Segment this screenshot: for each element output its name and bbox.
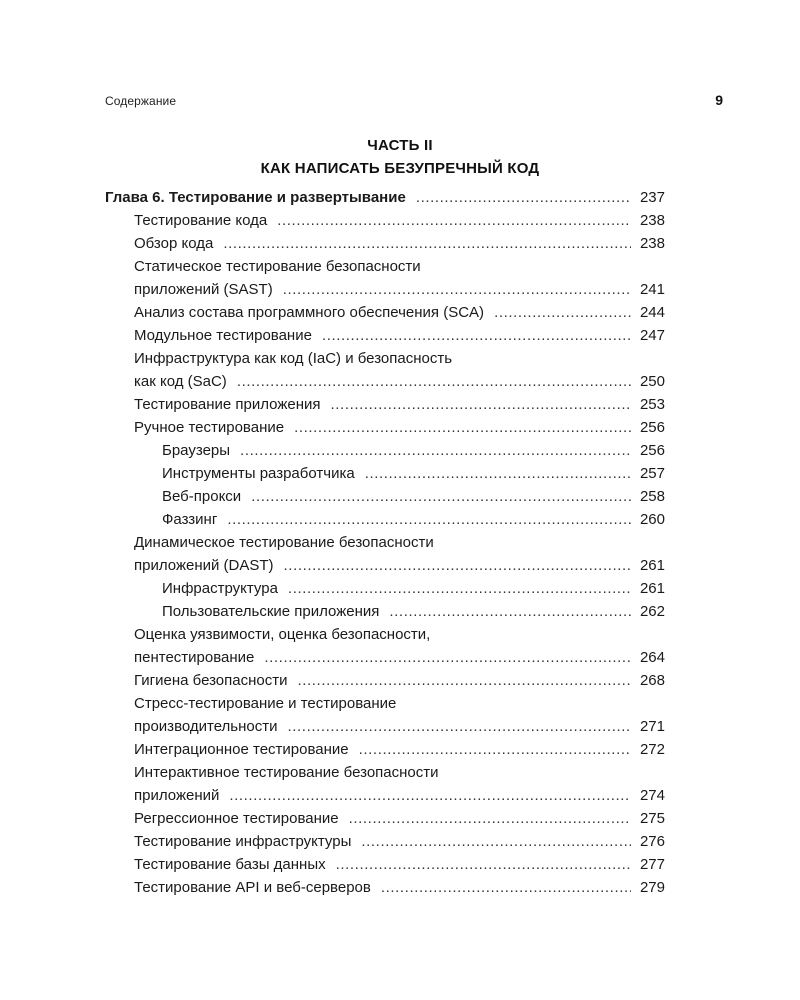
dot-leader [277,209,631,232]
toc-entry-continuation-row[interactable] [105,715,665,738]
dot-leader [416,186,631,209]
toc-entry-row[interactable] [105,508,665,531]
toc-entry-page: 250 [639,373,665,390]
toc-entry-title: Пользовательские приложения [162,603,380,620]
dot-leader [322,324,631,347]
toc-entry-page: 279 [639,879,665,896]
dot-leader [283,278,631,301]
toc-entry-row[interactable] [105,347,665,370]
toc-entry-title-continuation: приложений (SAST) [134,281,273,298]
dot-leader [251,485,631,508]
part-title: КАК НАПИСАТЬ БЕЗУПРЕЧНЫЙ КОД [260,160,540,177]
toc-entry-title: Тестирование приложения [134,396,321,413]
toc-entry-title: Регрессионное тестирование [134,810,339,827]
dot-leader [229,784,631,807]
toc-entry-continuation-row[interactable] [105,278,665,301]
toc-entry-row[interactable] [105,577,665,600]
table-of-contents [105,186,665,899]
toc-entry-title: Обзор кода [134,235,214,252]
toc-entry-page: 253 [639,396,665,413]
toc-entry-row[interactable] [105,324,665,347]
toc-entry-title: Инструменты разработчика [162,465,355,482]
dot-leader [237,370,631,393]
toc-entry-title-continuation: приложений (DAST) [134,557,274,574]
toc-entry-row[interactable] [105,232,665,255]
dot-leader [240,439,631,462]
toc-entry-row[interactable] [105,738,665,761]
toc-entry-page: 241 [639,281,665,298]
dot-leader [365,462,631,485]
toc-entry-page: 276 [639,833,665,850]
toc-entry-continuation-row[interactable] [105,554,665,577]
toc-entry-page: 274 [639,787,665,804]
running-title: Содержание [105,94,177,108]
toc-entry-page: 277 [639,856,665,873]
toc-entry-title: Динамическое тестирование безопасности [134,534,434,551]
dot-leader [227,508,631,531]
toc-entry-title: Инфраструктура как код (IaC) и безопасность [134,350,453,367]
dot-leader [264,646,631,669]
toc-entry-row[interactable] [105,301,665,324]
toc-entry-page: 261 [639,580,665,597]
toc-entry-row[interactable] [105,830,665,853]
toc-entry-title-continuation: производительности [134,718,278,735]
toc-entry-title: Тестирование кода [134,212,268,229]
toc-entry-row[interactable] [105,416,665,439]
toc-entry-title: Интеграционное тестирование [134,741,349,758]
toc-entry-row[interactable] [105,531,665,554]
toc-entry-title: Интерактивное тестирование безопасности [134,764,439,781]
toc-entry-page: 262 [639,603,665,620]
toc-entry-page: 256 [639,419,665,436]
dot-leader [294,416,631,439]
toc-entry-title-continuation: приложений [134,787,220,804]
toc-entry-row[interactable] [105,439,665,462]
toc-entry-continuation-row[interactable] [105,646,665,669]
toc-entry-title: Тестирование базы данных [134,856,326,873]
toc-chapter-page: 237 [639,189,665,206]
toc-entry-row[interactable] [105,623,665,646]
toc-entry-page: 268 [639,672,665,689]
dot-leader [223,232,631,255]
toc-entry-page: 238 [639,235,665,252]
toc-entry-page: 258 [639,488,665,505]
toc-entry-page: 244 [639,304,665,321]
toc-entry-continuation-row[interactable] [105,370,665,393]
toc-entry-title: Веб-прокси [162,488,242,505]
running-header [105,92,723,110]
dot-leader [288,577,631,600]
toc-entry-title: Тестирование API и веб-серверов [134,879,371,896]
dot-leader [297,669,631,692]
toc-chapter-row[interactable] [105,186,665,209]
toc-entry-page: 261 [639,557,665,574]
toc-entry-page: 256 [639,442,665,459]
toc-entry-page: 257 [639,465,665,482]
toc-entry-title: Статическое тестирование безопасности [134,258,421,275]
page-number: 9 [715,92,723,108]
toc-entry-row[interactable] [105,876,665,899]
toc-entry-title: Модульное тестирование [134,327,312,344]
toc-entry-row[interactable] [105,462,665,485]
toc-entry-title-continuation: пентестирование [134,649,255,666]
toc-entry-title: Стресс-тестирование и тестирование [134,695,397,712]
dot-leader [389,600,631,623]
dot-leader [288,715,632,738]
toc-entry-page: 275 [639,810,665,827]
toc-entry-title: Фаззинг [162,511,218,528]
toc-entry-page: 264 [639,649,665,666]
toc-entry-row[interactable] [105,692,665,715]
toc-entry-title: Гигиена безопасности [134,672,288,689]
toc-entry-title: Тестирование инфраструктуры [134,833,352,850]
toc-entry-row[interactable] [105,393,665,416]
dot-leader [336,853,631,876]
toc-entry-title: Браузеры [162,442,231,459]
dot-leader [381,876,631,899]
toc-entry-page: 272 [639,741,665,758]
toc-entry-row[interactable] [105,853,665,876]
toc-entry-page: 247 [639,327,665,344]
dot-leader [361,830,631,853]
toc-entry-row[interactable] [105,807,665,830]
part-label: ЧАСТЬ II [367,137,433,154]
dot-leader [349,807,631,830]
dot-leader [494,301,631,324]
dot-leader [331,393,631,416]
toc-entry-title: Инфраструктура [162,580,278,597]
dot-leader [284,554,631,577]
toc-entry-title: Анализ состава программного обеспечения (SCA) [134,304,485,321]
dot-leader [359,738,631,761]
toc-entry-row[interactable] [105,209,665,232]
toc-entry-title: Ручное тестирование [134,419,285,436]
toc-entry-page: 260 [639,511,665,528]
toc-entry-title: Оценка уязвимости, оценка безопасности, [134,626,431,643]
toc-entry-row[interactable] [105,600,665,623]
toc-entry-row[interactable] [105,669,665,692]
toc-entry-continuation-row[interactable] [105,784,665,807]
toc-entry-row[interactable] [105,761,665,784]
toc-entry-row[interactable] [105,255,665,278]
toc-entry-title-continuation: как код (SaC) [134,373,227,390]
toc-entry-page: 271 [639,718,665,735]
toc-chapter-title: Глава 6. Тестирование и развертывание [105,189,406,206]
toc-entry-page: 238 [639,212,665,229]
toc-entry-row[interactable] [105,485,665,508]
